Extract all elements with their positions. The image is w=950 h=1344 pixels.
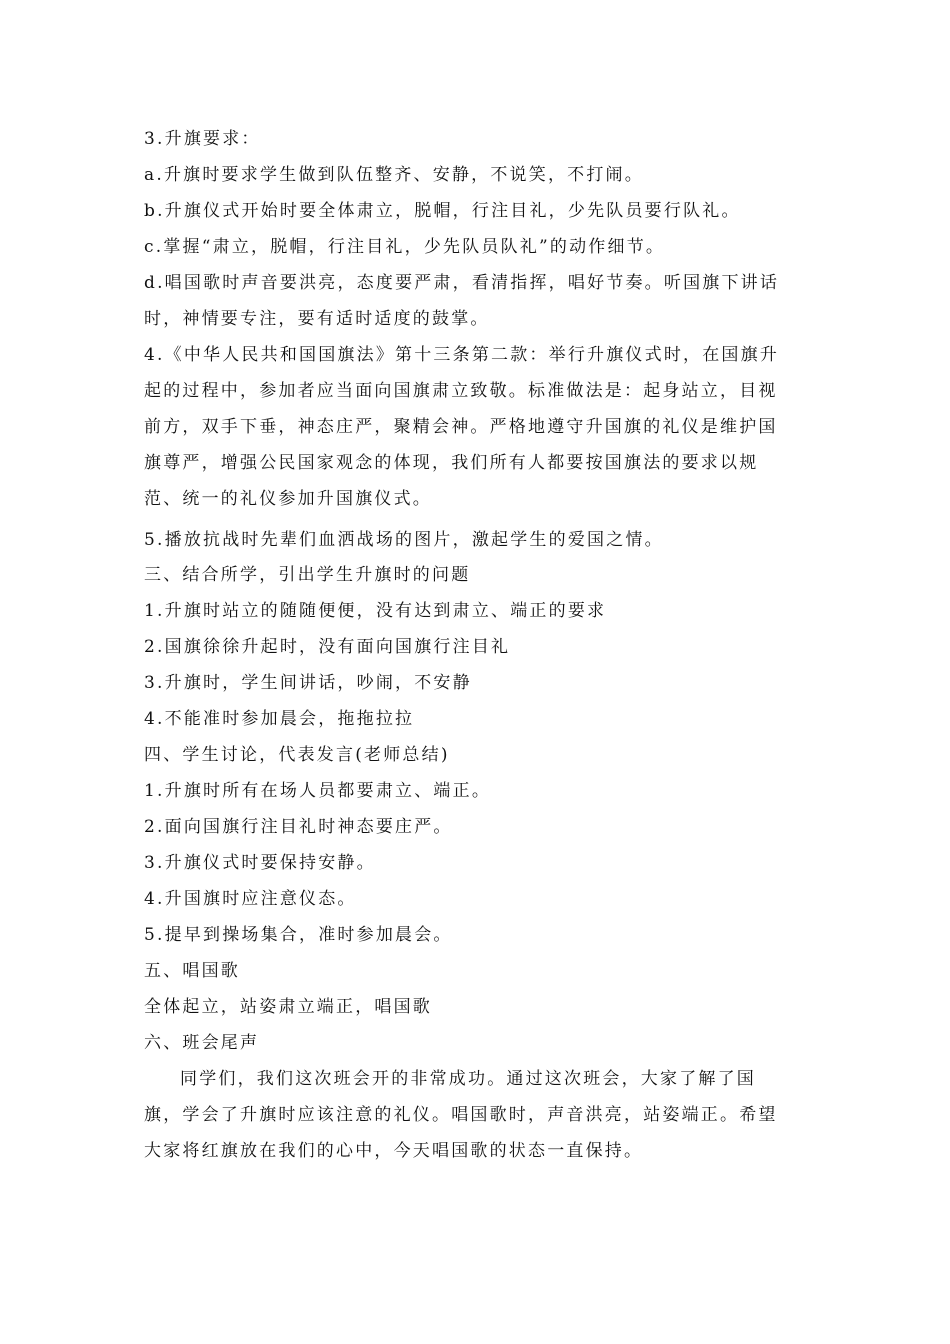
problem-3: 3.升旗时，学生间讲话，吵闹，不安静 <box>144 673 472 693</box>
flag-law-line-1: 4.《中华人民共和国国旗法》第十三条第二款：举行升旗仪式时，在国旗升 <box>144 345 780 365</box>
closing-paragraph-line-1: 同学们，我们这次班会开的非常成功。通过这次班会，大家了解了国 <box>180 1069 756 1089</box>
requirement-b: b.升旗仪式开始时要全体肃立，脱帽，行注目礼，少先队员要行队礼。 <box>144 201 741 221</box>
section-six-heading: 六、班会尾声 <box>144 1033 260 1053</box>
problem-1: 1.升旗时站立的随随便便，没有达到肃立、端正的要求 <box>144 601 607 621</box>
item-5-pictures: 5.播放抗战时先辈们血洒战场的图片，激起学生的爱国之情。 <box>144 530 664 550</box>
closing-paragraph-line-3: 大家将红旗放在我们的心中，今天唱国歌的状态一直保持。 <box>144 1141 644 1161</box>
section-four-heading: 四、学生讨论，代表发言(老师总结) <box>144 745 450 765</box>
section-3-heading: 3.升旗要求： <box>144 129 261 149</box>
requirement-d-line-2: 时，神情要专注，要有适时适度的鼓掌。 <box>144 309 490 329</box>
flag-law-line-3: 前方，双手下垂，神态庄严，聚精会神。严格地遵守升国旗的礼仪是维护国 <box>144 417 778 437</box>
closing-paragraph-line-2: 旗，学会了升旗时应该注意的礼仪。唱国歌时，声音洪亮，站姿端正。希望 <box>144 1105 778 1125</box>
requirement-c: c.掌握“肃立，脱帽，行注目礼，少先队员队礼”的动作细节。 <box>144 237 666 257</box>
flag-law-line-5: 范、统一的礼仪参加升国旗仪式。 <box>144 489 432 509</box>
section-three-heading: 三、结合所学，引出学生升旗时的问题 <box>144 565 471 585</box>
summary-4: 4.升国旗时应注意仪态。 <box>144 889 357 909</box>
section-five-text: 全体起立，站姿肃立端正，唱国歌 <box>144 997 432 1017</box>
summary-2: 2.面向国旗行注目礼时神态要庄严。 <box>144 817 453 837</box>
flag-law-line-2: 起的过程中，参加者应当面向国旗肃立致敬。标准做法是：起身站立，目视 <box>144 381 778 401</box>
summary-3: 3.升旗仪式时要保持安静。 <box>144 853 376 873</box>
requirement-d-line-1: d.唱国歌时声音要洪亮，态度要严肃，看清指挥，唱好节奏。听国旗下讲话 <box>144 273 780 293</box>
flag-law-line-4: 旗尊严，增强公民国家观念的体现，我们所有人都要按国旗法的要求以规 <box>144 453 759 473</box>
summary-5: 5.提早到操场集合，准时参加晨会。 <box>144 925 453 945</box>
summary-1: 1.升旗时所有在场人员都要肃立、端正。 <box>144 781 492 801</box>
problem-4: 4.不能准时参加晨会，拖拖拉拉 <box>144 709 415 729</box>
requirement-a: a.升旗时要求学生做到队伍整齐、安静，不说笑，不打闹。 <box>144 165 644 185</box>
problem-2: 2.国旗徐徐升起时，没有面向国旗行注目礼 <box>144 637 511 657</box>
section-five-heading: 五、唱国歌 <box>144 961 240 981</box>
